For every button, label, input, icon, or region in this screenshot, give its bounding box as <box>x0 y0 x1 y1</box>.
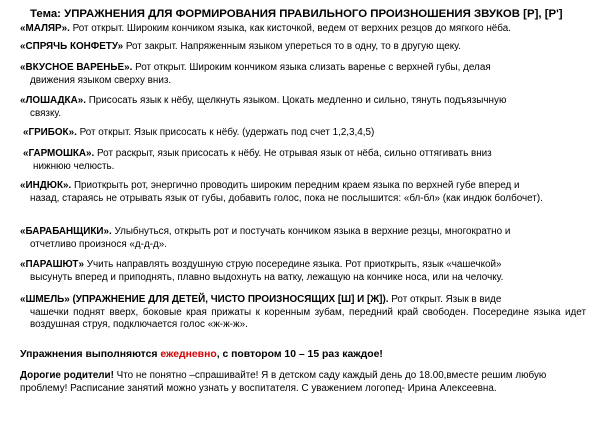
parents-note <box>20 370 586 395</box>
exercise-indyuk <box>20 180 586 205</box>
exercise-text: Присосать язык к нёбу, щелкнуть языком. Цокать медленно и сильно, тянуть подъязычную <box>88 95 507 106</box>
exercise-name: «ГРИБОК». <box>23 127 77 138</box>
exercise-text: Рот открыт. Широким кончиком языка слизать варенье с верхней губы, делая <box>135 62 491 73</box>
exercise-barabanshchiki <box>20 226 586 251</box>
summary-after: , с повтором 10 – 15 раз каждое! <box>216 349 383 360</box>
parents-greeting: Дорогие родители! <box>20 370 114 381</box>
exercise-loshadka <box>20 95 586 120</box>
exercise-text-continued: чашечки поднят вверх, боковые края прижаты к коренным зубам, передний край свободен. Посередине языка идет воздушная струя, подключается голос «ж-ж-ж». <box>30 306 586 331</box>
exercise-text-continued: назад, стараясь не отрывать язык от губы, добавить голос, пока не послышится: «бл-бл» (как индюк болбочет). <box>30 192 543 204</box>
exercise-name: «ВКУСНОЕ ВАРЕНЬЕ». <box>20 62 133 73</box>
exercise-name: «ПАРАШЮТ» <box>20 259 84 270</box>
exercise-name: «СПРЯЧЬ КОНФЕТУ» <box>20 41 124 52</box>
exercise-name: «ЛОШАДКА». <box>20 95 86 106</box>
exercise-name: «БАРАБАНЩИКИ». <box>20 226 112 237</box>
exercise-text: Рот раскрыт, язык присосать к нёбу. Не отрывая язык от нёба, сильно оттягивать вниз <box>97 148 492 159</box>
exercise-gribok <box>23 127 586 140</box>
exercise-name: «ГАРМОШКА». <box>23 148 95 159</box>
summary-line <box>20 348 383 361</box>
exercise-name: «ИНДЮК». <box>20 180 72 191</box>
exercise-text: Рот закрыт. Напряженным языком упереться то в одну, то в другую щеку. <box>125 41 461 52</box>
exercise-shmel <box>20 294 586 332</box>
exercise-name: «МАЛЯР». <box>20 23 70 34</box>
page-title: Тема: УПРАЖНЕНИЯ ДЛЯ ФОРМИРОВАНИЯ ПРАВИЛЬНОГО ПРОИЗНОШЕНИЯ ЗВУКОВ [Р], [Р'] <box>30 8 563 20</box>
exercise-text: Улыбнуться, открыть рот и постучать кончиком языка в верхние резцы, многократно и <box>114 226 511 237</box>
exercise-text: Рот открыт. Язык в виде <box>391 294 502 305</box>
exercise-garmoshka <box>23 148 586 173</box>
parents-text: Что не понятно –спрашивайте! Я в детском саду каждый день до 18.00,вместе решим любую проблему! Расписание занятий можно узнать у воспитателя. С уважением логопед- Ирина Алексеевна. <box>20 370 547 394</box>
exercise-parashyut <box>20 259 586 284</box>
exercise-text: Учить направлять воздушную струю посередине языка. Рот приоткрыть, язык «чашечкой» <box>86 259 502 270</box>
exercise-text-continued: отчетливо произнося «д-д-д». <box>30 238 167 250</box>
exercise-name: «ШМЕЛЬ» (УПРАЖНЕНИЕ ДЛЯ ДЕТЕЙ, ЧИСТО ПРОИЗНОСЯЩИХ [Ш] И [Ж]). <box>20 294 389 305</box>
exercise-malyar <box>20 23 586 36</box>
exercise-text-continued: движения языком сверху вниз. <box>30 74 172 86</box>
exercise-vkusnoe-varene <box>20 62 586 87</box>
exercise-spryach-konfetu <box>20 41 586 54</box>
summary-before: Упражнения выполняются <box>20 349 161 360</box>
exercise-text: Приоткрыть рот, энергично проводить широким передним краем языка по верхней губе вперед и <box>73 180 520 191</box>
exercise-text-continued: связку. <box>30 107 62 119</box>
exercise-text: Рот открыт. Широким кончиком языка, как кисточкой, ведем от верхних резцов до мягкого нёба. <box>72 23 511 34</box>
summary-highlight: ежедневно <box>160 349 217 360</box>
exercise-text-continued: высунуть вперед и приподнять, плавно выдохнуть на ватку, лежащую на кончике носа, или на челочку. <box>30 271 504 283</box>
exercise-text: Рот открыт. Язык присосать к нёбу. (удержать под счет 1,2,3,4,5) <box>79 127 375 138</box>
exercise-text-continued: нижнюю челюсть. <box>33 160 115 172</box>
